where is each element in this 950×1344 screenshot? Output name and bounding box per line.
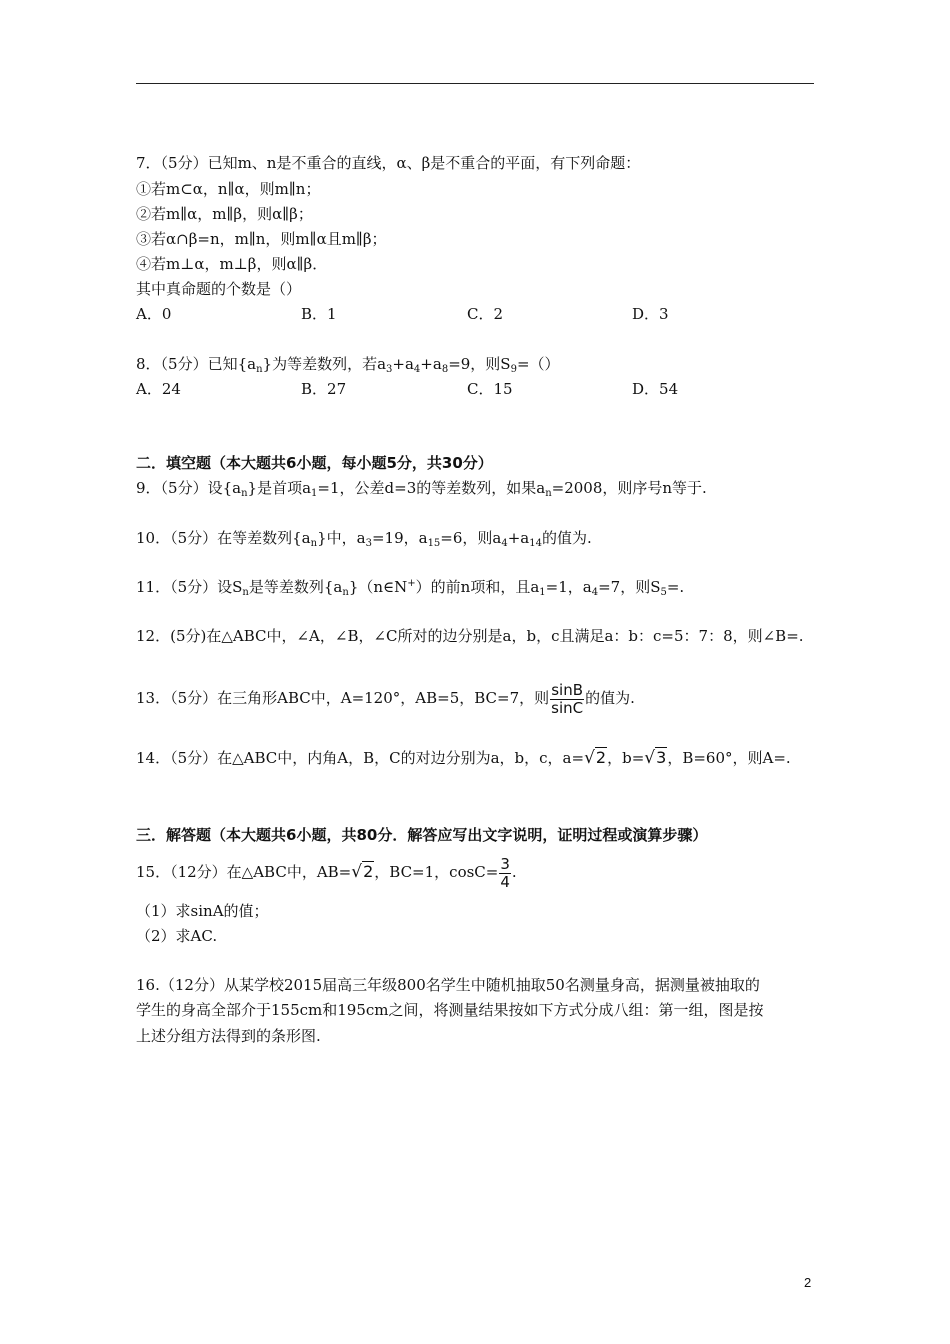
q7-proposition-3: ③若α∩β=n，m∥n，则m∥α且m∥β； [136, 230, 387, 248]
q7-option-d: D．3 [632, 305, 669, 323]
q7-stem: 7．（5分）已知m、n是不重合的直线，α、β是不重合的平面，有下列命题： [136, 154, 641, 172]
q8-option-b: B．27 [301, 380, 347, 398]
q8-option-c: C．15 [467, 380, 513, 398]
section-3-heading: 三．解答题（本大题共6小题，共80分．解答应写出文字说明，证明过程或演算步骤） [136, 826, 708, 844]
q7-option-c: C．2 [467, 305, 504, 323]
q8-stem: 8．（5分）已知$\{a_n\}$为等差数列，若$a_3+a_4+a_8=9$，则$S_9=()$ [136, 355, 560, 375]
q7-proposition-4: ④若m⊥α，m⊥β，则α∥β． [136, 255, 328, 273]
sqrt-2: √2 [351, 862, 374, 882]
page-number: 2 [804, 1275, 812, 1290]
q14: 14．（5分）在△ABC中，内角A，B，C的对边分别为a，b，c，a=√2，b=√3，B=60°，则A=. [136, 748, 791, 768]
sqrt-3: √3 [644, 748, 667, 768]
q7-proposition-1: ①若m⊂α，n∥α，则m∥n； [136, 180, 321, 198]
q15-part-2: （2）求AC. [136, 927, 218, 945]
section-2-heading: 二．填空题（本大题共6小题，每小题5分，共30分） [136, 454, 493, 472]
q7-option-b: B．1 [301, 305, 337, 323]
q13: 13．（5分）在三角形ABC中，A=120°，AB=5，BC=7，则 $\frac{\sin B}{\sin C}$ 的值为. [136, 680, 635, 717]
q15-part-1: （1）求sinA的值； [136, 902, 269, 920]
q8-option-d: D．54 [632, 380, 679, 398]
q10: 10．（5分）在等差数列$\{a_n\}$中，$a_3=19$，$a_{15}=6$，则$a_4+a_{14}$的值为. [136, 529, 592, 549]
q16-line-2: 学生的身高全部介于155cm和195cm之间，将测量结果按如下方式分成八组：第一组，图是按 [136, 1001, 764, 1019]
q8-option-a: A．24 [136, 380, 181, 398]
q13-fraction: $\frac{\sin B}{\sin C}$ [551, 680, 584, 717]
q15: 15．（12分）在△ABC中，AB=√2，BC=1，cosC= $\frac{3}{4}$ . [136, 854, 517, 891]
header-rule [136, 83, 814, 84]
q16-line-1: 16.（12分）从某学校2015届高三年级800名学生中随机抽取50名测量身高，据测量被抽取的 [136, 976, 760, 994]
q9: 9．（5分）设$\{a_n\}$是首项$a_1=1$，公差d=3的等差数列，如果$a_n=2008$，则序号n等于. [136, 479, 707, 499]
q7-question: 其中真命题的个数是（） [136, 280, 302, 298]
q7-option-a: A．0 [136, 305, 172, 323]
q11: 11．（5分）设$S_n$是等差数列$\{a_n\}(n\in N^+)$的前n项和，且$a_1=1$，$a_4=7$，则$S_5=$. [136, 578, 685, 598]
q12: 12．(5分)在△ABC中，∠A，∠B，∠C所对的边分别是a，b，c且满足a：b：c=5：7：8，则∠B=. [136, 627, 804, 645]
q7-proposition-2: ②若m∥α，m∥β，则α∥β； [136, 205, 313, 223]
sqrt-2: √2 [584, 748, 607, 768]
q16-line-3: 上述分组方法得到的条形图. [136, 1027, 321, 1045]
q15-fraction: $\frac{3}{4}$ [500, 854, 510, 891]
